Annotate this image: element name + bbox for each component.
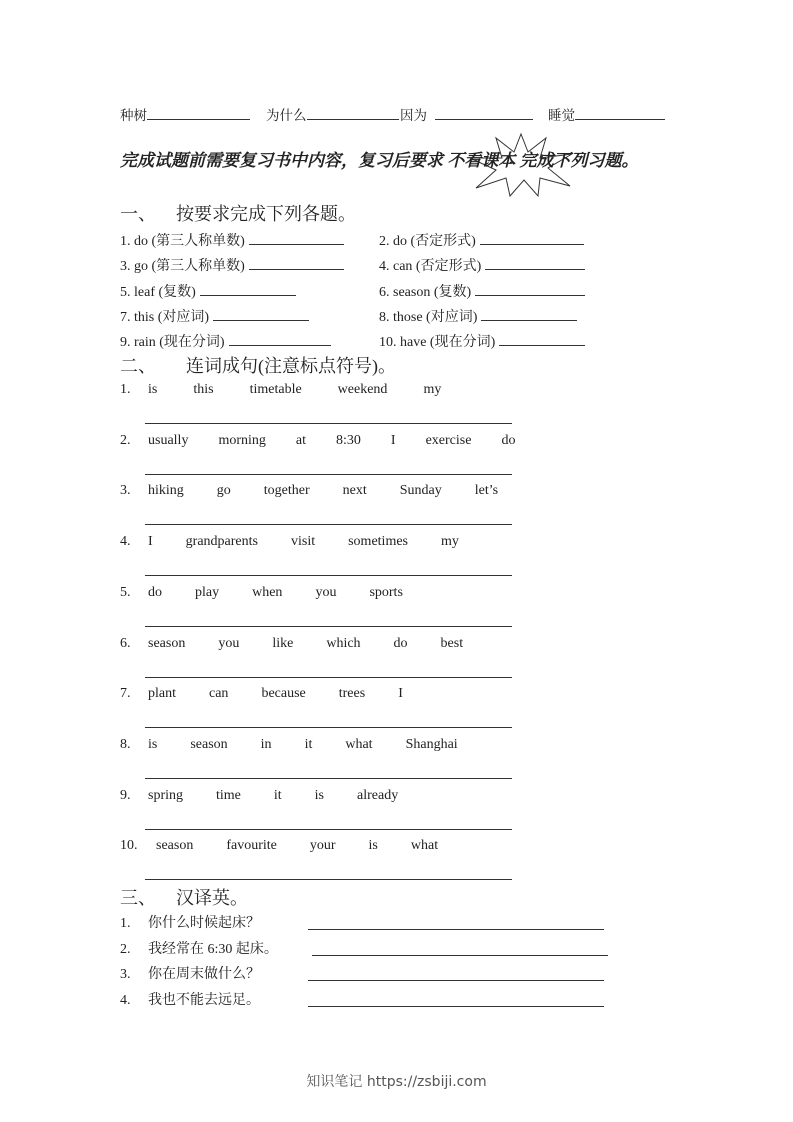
word-token: is	[148, 737, 158, 752]
question-item	[379, 230, 584, 250]
question-text: 8. those (对应词)	[379, 310, 478, 325]
word-token: when	[252, 585, 283, 600]
answer-blank	[475, 283, 585, 296]
word-token: go	[216, 483, 231, 498]
answer-line	[145, 727, 512, 728]
word-token: usually	[148, 433, 189, 448]
word-order-item	[120, 737, 491, 753]
word-order-item	[120, 483, 531, 499]
item-text: 我经常在 6:30 起床。	[148, 942, 278, 957]
item-number: 5.	[120, 585, 131, 600]
word-token: sometimes	[348, 534, 408, 549]
header-label: 为什么	[266, 108, 307, 123]
answer-line	[308, 980, 604, 981]
header-label: 因为	[400, 108, 427, 123]
answer-line	[312, 955, 608, 956]
header-field-why	[266, 104, 399, 124]
word-token: spring	[148, 788, 183, 803]
question-text: 2. do (否定形式)	[379, 234, 476, 249]
word-token: which	[326, 636, 361, 651]
word-token: you	[315, 585, 337, 600]
header-label: 睡觉	[548, 108, 575, 123]
word-token: trees	[338, 686, 366, 701]
section-1-heading	[120, 200, 356, 226]
item-text: 我也不能去远足。	[148, 993, 260, 1008]
section-title: 汉译英。	[176, 888, 248, 908]
answer-line	[145, 474, 512, 475]
word-token: this	[193, 382, 214, 397]
word-token: play	[195, 585, 220, 600]
word-token: time	[216, 788, 241, 803]
word-token: do	[501, 433, 516, 448]
translation-item	[120, 912, 260, 932]
section-number: 一、	[120, 204, 156, 224]
translation-item	[120, 938, 278, 958]
translation-item	[120, 963, 260, 983]
word-token: Sunday	[399, 483, 442, 498]
answer-blank	[485, 257, 585, 270]
word-token: plant	[148, 686, 176, 701]
word-token: can	[209, 686, 229, 701]
question-item	[379, 255, 585, 275]
word-order-item	[120, 838, 471, 854]
word-token: it	[273, 788, 282, 803]
item-text: 你在周末做什么？	[148, 967, 260, 982]
item-number: 3.	[120, 967, 131, 982]
answer-line	[145, 524, 512, 525]
word-token: best	[440, 636, 464, 651]
word-token: is	[314, 788, 325, 803]
answer-line	[145, 423, 512, 424]
header-field-plant-trees	[120, 104, 250, 124]
header-field-because	[400, 104, 533, 124]
footer-watermark: 知识笔记 https://zsbiji.com	[306, 1074, 487, 1090]
question-item	[120, 281, 296, 301]
answer-line	[145, 778, 512, 779]
word-token: favourite	[226, 838, 277, 853]
word-order-item	[120, 585, 436, 601]
word-token: my	[441, 534, 459, 549]
question-text: 9. rain (现在分词)	[120, 335, 225, 350]
header-blank	[435, 107, 533, 120]
word-token: my	[423, 382, 442, 397]
word-order-item	[120, 382, 477, 398]
word-token: I	[148, 534, 153, 549]
answer-blank	[213, 308, 309, 321]
answer-blank	[499, 333, 585, 346]
word-token: it	[304, 737, 313, 752]
header-blank	[307, 107, 399, 120]
word-token: your	[309, 838, 336, 853]
answer-line	[145, 829, 512, 830]
word-order-item	[120, 686, 436, 702]
question-text: 6. season (复数)	[379, 285, 472, 300]
answer-blank	[229, 333, 331, 346]
word-token: what	[345, 737, 373, 752]
header-blank	[147, 107, 250, 120]
question-text: 7. this (对应词)	[120, 310, 210, 325]
item-number: 1.	[120, 916, 131, 931]
question-item	[379, 281, 585, 301]
word-token: because	[261, 686, 306, 701]
word-token: in	[260, 737, 272, 752]
word-token: 8:30	[336, 433, 361, 448]
word-token: timetable	[249, 382, 302, 397]
word-token: Shanghai	[405, 737, 458, 752]
item-number: 3.	[120, 483, 131, 498]
question-item	[379, 331, 585, 351]
word-token: together	[263, 483, 310, 498]
word-token: is	[368, 838, 378, 853]
header-blank	[575, 107, 665, 120]
translation-item	[120, 989, 260, 1009]
word-token: sports	[369, 585, 403, 600]
item-number: 2.	[120, 942, 131, 957]
word-token: I	[390, 433, 396, 448]
item-number: 2.	[120, 433, 131, 448]
question-item	[120, 306, 309, 326]
question-text: 10. have (现在分词)	[379, 335, 496, 350]
word-token: exercise	[425, 433, 472, 448]
word-token: morning	[218, 433, 266, 448]
question-item	[120, 331, 331, 351]
word-token: you	[218, 636, 240, 651]
item-number: 9.	[120, 788, 131, 803]
question-text: 5. leaf (复数)	[120, 285, 196, 300]
word-token: do	[393, 636, 408, 651]
item-text: 你什么时候起床？	[148, 916, 260, 931]
word-token: already	[357, 788, 399, 803]
answer-blank	[200, 283, 296, 296]
word-order-item	[120, 788, 431, 804]
answer-blank	[249, 232, 344, 245]
word-token: at	[295, 433, 307, 448]
question-item	[120, 255, 344, 275]
answer-line	[308, 1006, 604, 1007]
answer-blank	[249, 257, 344, 270]
item-number: 4.	[120, 534, 131, 549]
section-title: 按要求完成下列各题。	[176, 204, 356, 224]
question-text: 3. go (第三人称单数)	[120, 259, 245, 274]
word-token: weekend	[337, 382, 388, 397]
word-token: what	[410, 838, 439, 853]
section-3-heading	[120, 884, 248, 910]
question-item	[120, 230, 344, 250]
section-2-heading	[120, 352, 396, 378]
word-token: let’s	[474, 483, 499, 498]
answer-blank	[480, 232, 584, 245]
word-token: season	[148, 636, 186, 651]
word-token: season	[190, 737, 228, 752]
item-number: 4.	[120, 993, 131, 1008]
answer-blank	[481, 308, 577, 321]
section-number: 三、	[120, 888, 156, 908]
word-order-item	[120, 534, 492, 550]
answer-line	[308, 929, 604, 930]
answer-line	[145, 879, 512, 880]
question-text: 4. can (否定形式)	[379, 259, 482, 274]
answer-line	[145, 677, 512, 678]
item-number: 10.	[120, 838, 138, 853]
word-token: I	[398, 686, 403, 701]
word-token: do	[148, 585, 162, 600]
section-title: 连词成句(注意标点符号)。	[186, 356, 396, 376]
word-token: next	[342, 483, 367, 498]
section-number: 二、	[120, 356, 156, 376]
answer-line	[145, 626, 512, 627]
item-number: 7.	[120, 686, 131, 701]
word-token: like	[272, 636, 294, 651]
word-token: grandparents	[185, 534, 258, 549]
word-token: season	[156, 838, 194, 853]
header-field-sleep	[548, 104, 665, 124]
question-text: 1. do (第三人称单数)	[120, 234, 245, 249]
question-item	[379, 306, 577, 326]
item-number: 1.	[120, 382, 131, 397]
word-order-item	[120, 636, 496, 652]
word-token: is	[148, 382, 158, 397]
word-order-item	[120, 433, 545, 449]
item-number: 6.	[120, 636, 131, 651]
item-number: 8.	[120, 737, 131, 752]
word-token: visit	[290, 534, 316, 549]
header-label: 种树	[120, 108, 147, 123]
instruction-notice: 完成试题前需要复习书中内容，复习后要求 不看课本 完成下列习题。	[120, 151, 639, 170]
answer-line	[145, 575, 512, 576]
word-token: hiking	[148, 483, 184, 498]
